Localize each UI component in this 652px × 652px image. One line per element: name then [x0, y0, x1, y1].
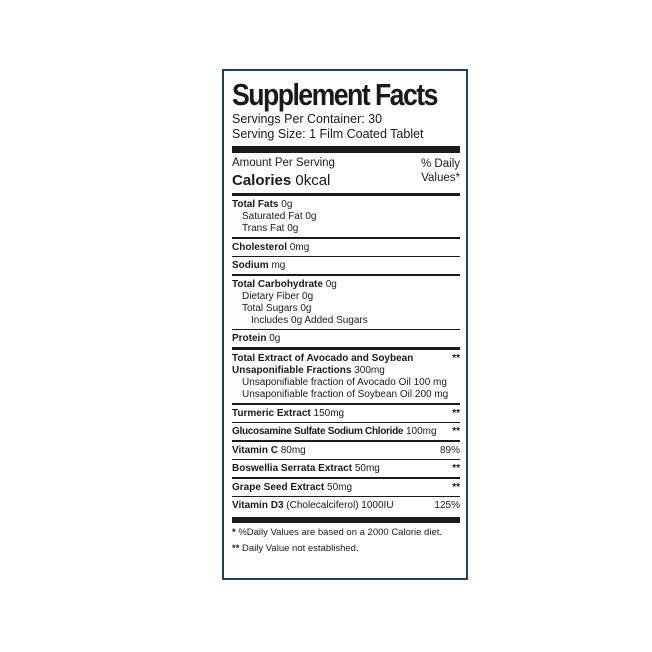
calories-value: 0kcal	[295, 172, 331, 189]
boswellia-daily-value: **	[452, 463, 460, 474]
added-sugars: Includes 0g Added Sugars	[251, 314, 368, 326]
glucosamine-daily-value: **	[452, 426, 460, 437]
turmeric-row	[232, 405, 460, 422]
glucosamine-label: Glucosamine Sulfate Sodium Chloride	[232, 426, 404, 437]
trans-fat: Trans Fat 0g	[242, 223, 299, 234]
total-sugars: Total Sugars 0g	[242, 302, 312, 314]
grape-seed-value: 50mg	[327, 481, 353, 493]
calories-row	[232, 172, 330, 189]
sodium-label: Sodium	[232, 260, 269, 271]
turmeric-daily-value: **	[452, 407, 460, 419]
footnote-1-mark: *	[232, 527, 236, 538]
extract-daily-value: **	[452, 353, 460, 364]
sodium-value: mg	[271, 260, 286, 271]
vitamin-d3-daily-value: 125%	[434, 500, 460, 511]
extract-row	[232, 350, 460, 403]
boswellia-value: 50mg	[354, 463, 380, 474]
daily-value-header	[421, 157, 460, 185]
sodium-row	[232, 257, 460, 274]
boswellia-label: Boswellia Serrata Extract	[232, 463, 353, 474]
thick-divider	[232, 146, 460, 153]
total-fats-label: Total Fats	[232, 199, 279, 210]
vitamin-d3-value: (Cholecalciferol) 1000IU	[286, 500, 394, 511]
cholesterol-row	[232, 239, 460, 256]
grape-seed-row	[232, 479, 460, 496]
serving-size: Serving Size: 1 Film Coated Tablet	[232, 127, 424, 141]
extract-label-line2: Unsaponifiable Fractions	[232, 365, 352, 376]
boswellia-row	[232, 460, 460, 477]
vitamin-c-row	[232, 442, 460, 459]
cholesterol-value: 0mg	[289, 241, 310, 253]
total-fats-value: 0g	[281, 199, 293, 210]
cholesterol-label: Cholesterol	[232, 241, 288, 253]
extract-value: 300mg	[354, 365, 385, 376]
vitamin-c-daily-value: 89%	[439, 444, 460, 456]
grape-seed-label: Grape Seed Extract	[232, 481, 325, 493]
grape-seed-daily-value: **	[452, 481, 460, 493]
footnote-2-mark: **	[232, 543, 240, 554]
dietary-fiber: Dietary Fiber 0g	[242, 290, 314, 302]
vitamin-c-value: 80mg	[280, 444, 306, 456]
soybean-fraction: Unsaponifiable fraction of Soybean Oil 200 mg	[242, 389, 449, 400]
total-carb-value: 0g	[325, 278, 337, 290]
glucosamine-row	[232, 423, 460, 440]
extract-label-line1: Total Extract of Avocado and Soybean	[232, 353, 414, 364]
calories-label: Calories	[232, 172, 292, 189]
total-carb-label: Total Carbohydrate	[232, 278, 323, 290]
footnote-not-established	[232, 538, 460, 554]
amount-header	[232, 153, 460, 193]
vitamin-d3-label: Vitamin D3	[232, 500, 284, 511]
supplement-facts-panel	[222, 69, 468, 580]
footnote-1-text: %Daily Values are based on a 2000 Calorie diet.	[238, 527, 443, 538]
panel-title: Supplement Facts	[232, 77, 437, 112]
protein-label: Protein	[232, 333, 267, 344]
avocado-fraction: Unsaponifiable fraction of Avocado Oil 100 mg	[242, 377, 447, 388]
footnote-daily-values	[232, 523, 460, 538]
vitamin-d3-row	[232, 497, 460, 514]
vitamin-c-label: Vitamin C	[232, 444, 278, 456]
amount-per-serving: Amount Per Serving	[232, 157, 335, 169]
footnote-2-text: Daily Value not established.	[242, 543, 359, 554]
daily-value-header-line2: Values*	[421, 172, 460, 184]
saturated-fat: Saturated Fat 0g	[242, 211, 317, 222]
glucosamine-value: 100mg	[405, 426, 437, 437]
turmeric-label: Turmeric Extract	[232, 407, 311, 419]
total-fats-row	[232, 196, 460, 237]
turmeric-value: 150mg	[313, 407, 345, 419]
protein-value: 0g	[269, 333, 281, 344]
total-carb-row	[232, 276, 460, 329]
servings-per-container: Servings Per Container: 30	[232, 112, 383, 126]
protein-row	[232, 330, 460, 347]
daily-value-header-line1: % Daily	[421, 158, 460, 170]
